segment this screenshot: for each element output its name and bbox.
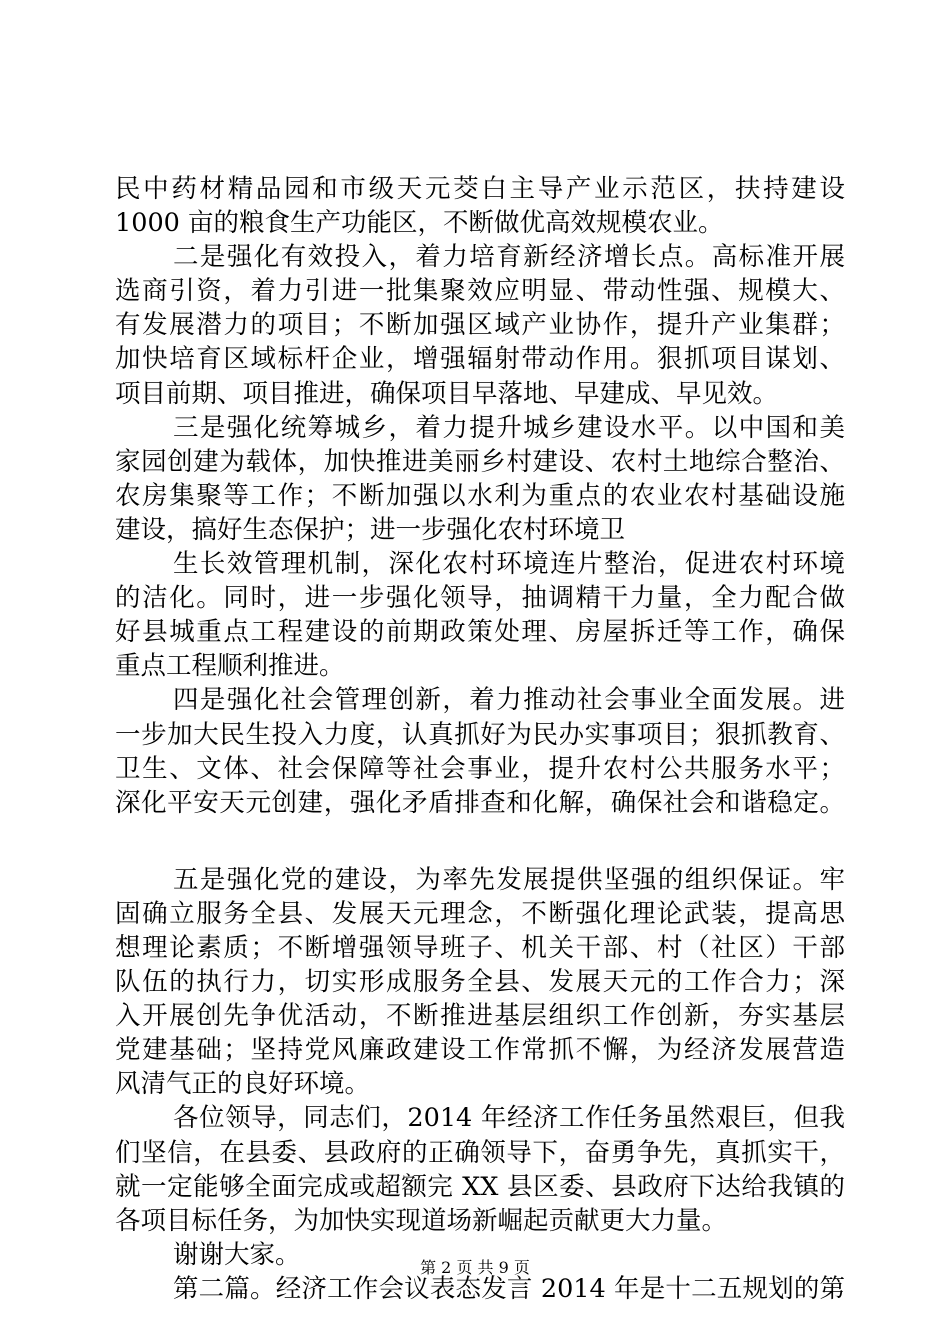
- text-line: 的洁化。同时，进一步强化领导，抽调精干力量，全力配合做: [115, 583, 845, 614]
- text-line: 一步加大民生投入力度，认真抓好为民办实事项目；狠抓教育、: [115, 719, 845, 750]
- document-body: [115, 172, 845, 1306]
- text-line: 入开展创先争优活动，不断推进基层组织工作创新，夯实基层: [115, 1001, 845, 1032]
- text-line: 各位领导，同志们，2014 年经济工作任务虽然艰巨，但我: [173, 1103, 845, 1134]
- text-line: 重点工程顺利推进。: [115, 651, 345, 682]
- paragraph-gap: [115, 820, 845, 863]
- text-line: 第二篇。经济工作会议表态发言 2014 年是十二五规划的第: [173, 1273, 845, 1304]
- text-line: 卫生、文体、社会保障等社会事业，提升农村公共服务水平；: [115, 753, 845, 784]
- text-line: 四是强化社会管理创新，着力推动社会事业全面发展。进: [173, 685, 845, 716]
- text-line: 深化平安天元创建，强化矛盾排查和化解，确保社会和谐稳定。: [115, 787, 845, 818]
- text-line: 五是强化党的建设，为率先发展提供坚强的组织保证。牢: [173, 864, 845, 895]
- text-line: 有发展潜力的项目；不断加强区域产业协作，提升产业集群；: [115, 310, 845, 341]
- text-line: 好县城重点工程建设的前期政策处理、房屋拆迁等工作，确保: [115, 617, 845, 648]
- text-line: 家园创建为载体，加快推进美丽乡村建设、农村土地综合整治、: [115, 446, 845, 477]
- text-line: 1000 亩的粮食生产功能区，不断做优高效规模农业。: [115, 208, 724, 239]
- text-line: 风清气正的良好环境。: [115, 1069, 371, 1100]
- text-line: 建设，搞好生态保护；进一步强化农村环境卫: [115, 514, 626, 545]
- text-line: 就一定能够全面完成或超额完 XX 县区委、县政府下达给我镇的: [115, 1171, 845, 1202]
- text-line: 民中药材精品园和市级天元茭白主导产业示范区，扶持建设: [115, 174, 845, 204]
- text-line: 党建基础；坚持党风廉政建设工作常抓不懈，为经济发展营造: [115, 1035, 845, 1066]
- text-line: 生长效管理机制，深化农村环境连片整治，促进农村环境: [173, 549, 845, 580]
- text-line: 选商引资，着力引进一批集聚效应明显、带动性强、规模大、: [115, 276, 845, 307]
- text-line: 三是强化统筹城乡，着力提升城乡建设水平。以中国和美: [173, 412, 845, 443]
- text-line: 固确立服务全县、发展天元理念，不断强化理论武装，提高思: [115, 898, 845, 929]
- page-number-footer: 第 2 页 共 9 页: [420, 1258, 530, 1277]
- text-line: 队伍的执行力，切实形成服务全县、发展天元的工作合力；深: [115, 967, 845, 998]
- text-line: 谢谢大家。: [173, 1239, 301, 1270]
- text-line: 各项目标任务，为加快实现道场新崛起贡献更大力量。: [115, 1205, 728, 1236]
- text-line: 加快培育区域标杆企业，增强辐射带动作用。狠抓项目谋划、: [115, 344, 845, 375]
- text-line: 想理论素质；不断增强领导班子、机关干部、村（社区）干部: [115, 932, 845, 963]
- text-line: 农房集聚等工作；不断加强以水利为重点的农业农村基础设施: [115, 480, 845, 511]
- text-line: 们坚信，在县委、县政府的正确领导下，奋勇争先，真抓实干，: [115, 1137, 845, 1168]
- text-line: 二是强化有效投入，着力培育新经济增长点。高标准开展: [173, 242, 845, 273]
- text-line: 项目前期、项目推进，确保项目早落地、早建成、早见效。: [115, 378, 779, 409]
